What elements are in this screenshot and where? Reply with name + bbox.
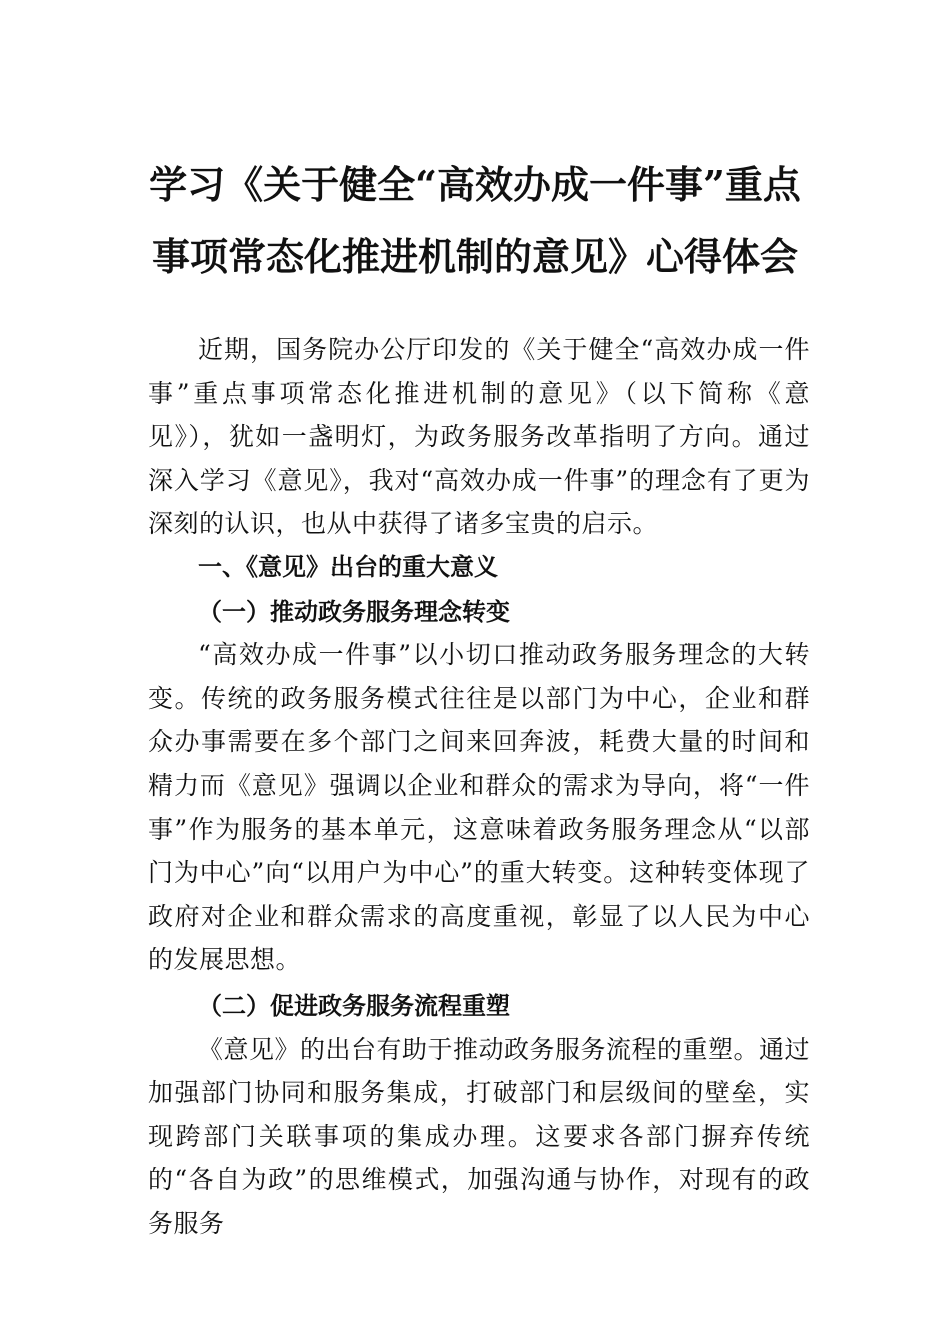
intro-paragraph: 近期，国务院办公厅印发的《关于健全“高效办成一件事”重点事项常态化推进机制的意见》（以下简称《意见》），犹如一盏明灯，为政务服务改革指明了方向。通过深入学习《意见》，我对“高效办成一件事”的理念有了更为深刻的认识，也从中获得了诸多宝贵的启示。 bbox=[148, 335, 810, 539]
subsection-2-heading: （二）促进政务服务流程重塑 bbox=[198, 990, 510, 1020]
document-title-line-1: 学习《关于健全“高效办成一件事”重点 bbox=[149, 162, 801, 207]
subsection-1-paragraph: “高效办成一件事”以小切口推动政务服务理念的大转变。传统的政务服务模式往往是以部门为中心，企业和群众办事需要在多个部门之间来回奔波，耗费大量的时间和精力而《意见》强调以企业和群众的需求为导向，将“一件事”作为服务的基本单元，这意味着政务服务理念从“以部门为中心”向“以用户为中心”的重大转变。这种转变体现了政府对企业和群众需求的高度重视，彰显了以人民为中心的发展思想。 bbox=[148, 640, 810, 975]
subsection-2-paragraph: 《意见》的出台有助于推动政务服务流程的重塑。通过加强部门协同和服务集成，打破部门和层级间的壁垒，实现跨部门关联事项的集成办理。这要求各部门摒弃传统的“各自为政”的思维模式，加强沟通与协作，对现有的政务服务 bbox=[148, 1034, 811, 1238]
document-body bbox=[148, 328, 810, 1245]
subsection-1-heading: （一）推动政务服务理念转变 bbox=[198, 596, 510, 626]
section-1-heading: 一、《意见》出台的重大意义 bbox=[198, 552, 498, 581]
document-title-line-2: 事项常态化推进机制的意见》心得体会 bbox=[151, 234, 798, 279]
